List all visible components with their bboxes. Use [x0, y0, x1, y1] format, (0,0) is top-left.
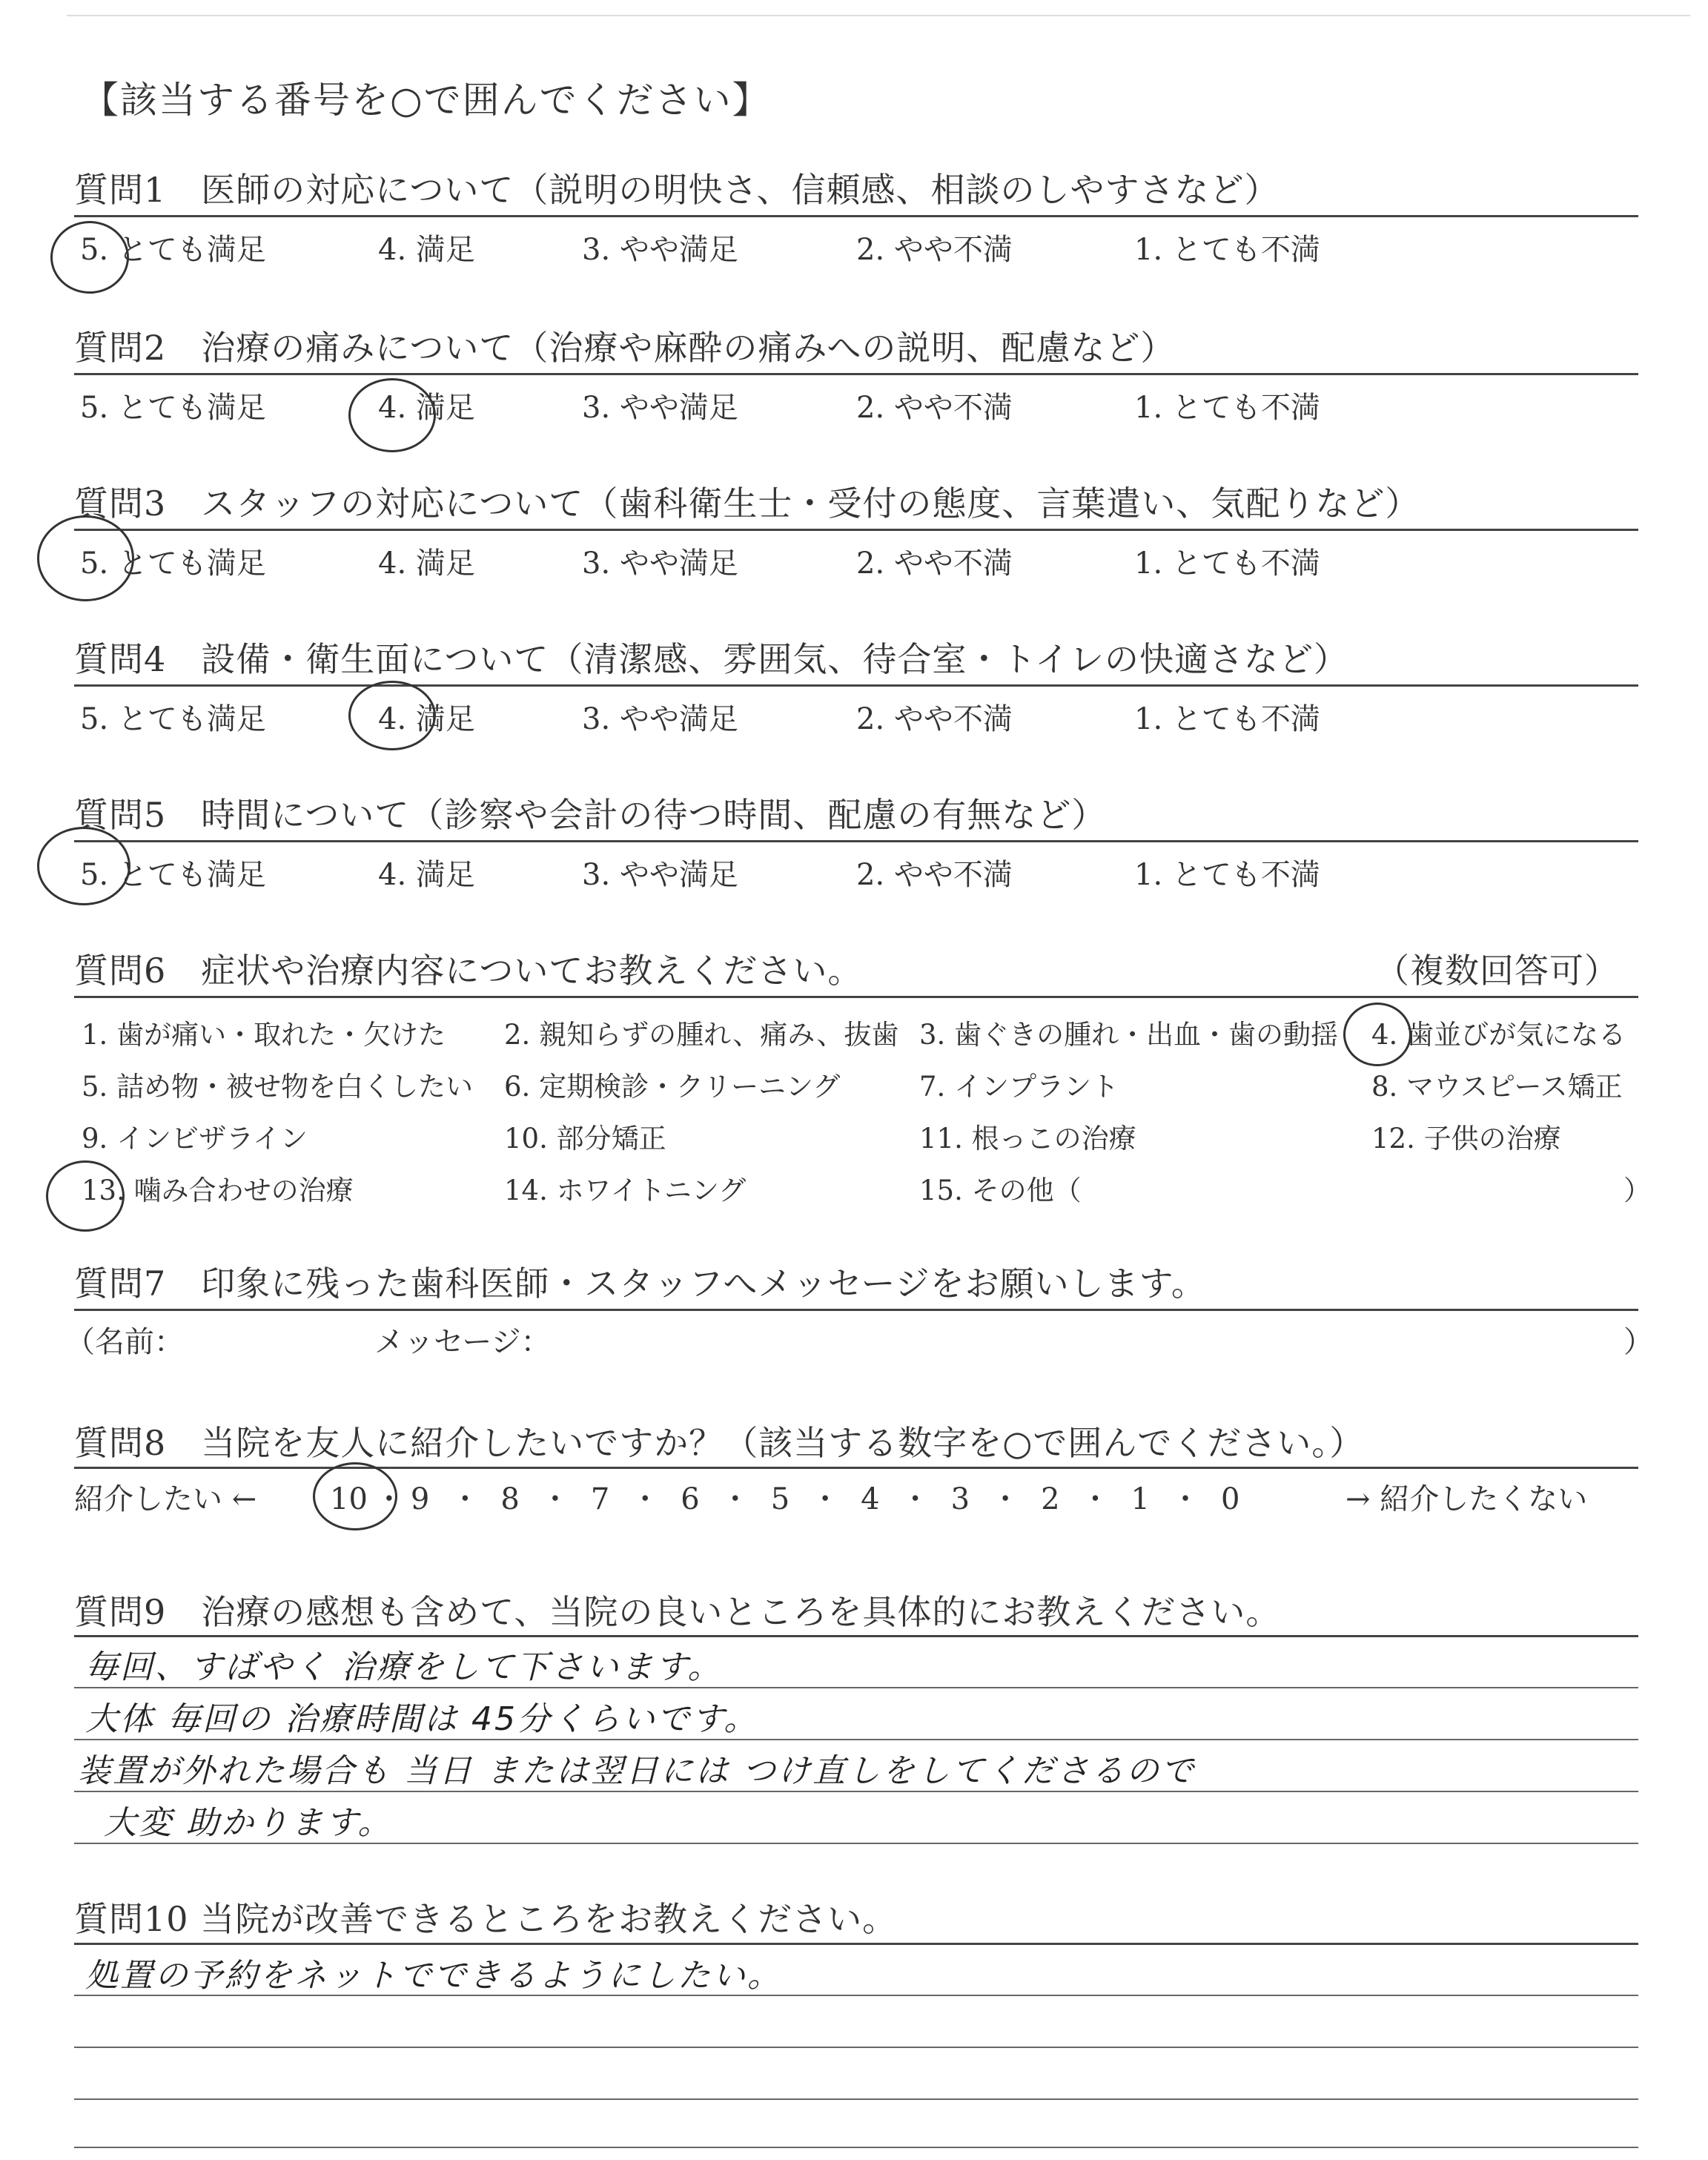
q8-score-7[interactable]: 7: [590, 1482, 610, 1516]
q2-option-4[interactable]: 4. 満足: [378, 391, 475, 425]
q5-option-2[interactable]: 2. やや不満: [856, 858, 1013, 892]
q7-close: ）: [1623, 1325, 1653, 1359]
q3-option-2[interactable]: 2. やや不満: [856, 546, 1013, 581]
divider: [74, 684, 1638, 687]
question-1: 質問1 医師の対応について（説明の明快さ、信頼感、相談のしやすさなど）: [74, 170, 1280, 210]
q5-option-1[interactable]: 1. とても不満: [1134, 858, 1320, 892]
page-top-edge: [67, 15, 1690, 16]
q7-name-label: （名前：: [65, 1325, 184, 1359]
q6-item-6[interactable]: 6. 定期検診・クリーニング: [504, 1071, 841, 1103]
q8-right-label: → 紹介したくない: [1345, 1482, 1588, 1516]
q6-item-15-close: ）: [1623, 1175, 1651, 1206]
q4-option-1[interactable]: 1. とても不満: [1134, 702, 1320, 736]
q6-item-8[interactable]: 8. マウスピース矯正: [1371, 1071, 1623, 1103]
selection-circle-q8: [313, 1462, 397, 1530]
question-7: 質問7 印象に残った歯科医師・スタッフへメッセージをお願いします。: [74, 1264, 1206, 1304]
q8-score-3[interactable]: 3: [950, 1482, 970, 1516]
q6-item-12[interactable]: 12. 子供の治療: [1371, 1123, 1561, 1155]
q8-score-0[interactable]: 0: [1220, 1482, 1240, 1516]
question-4: 質問4 設備・衛生面について（清潔感、雰囲気、待合室・トイレの快適さなど）: [74, 639, 1349, 679]
q6-item-13[interactable]: 13. 噛み合わせの治療: [82, 1175, 354, 1206]
divider: [74, 840, 1638, 842]
q8-left-label: 紹介したい ←: [74, 1482, 257, 1516]
q8-score-8[interactable]: 8: [500, 1482, 520, 1516]
question-5: 質問5 時間について（診察や会計の待つ時間、配慮の有無など）: [74, 795, 1107, 835]
divider: [74, 1943, 1638, 1945]
q6-item-9[interactable]: 9. インビザライン: [82, 1123, 308, 1155]
selection-circle-q6-13: [46, 1160, 125, 1232]
q5-option-5[interactable]: 5. とても満足: [80, 858, 266, 892]
q6-item-11[interactable]: 11. 根っこの治療: [919, 1123, 1136, 1155]
q9-answer-line-1: 毎回、すばやく 治療をして下さいます。: [85, 1648, 723, 1686]
question-2: 質問2 治療の痛みについて（治療や麻酔の痛みへの説明、配慮など）: [74, 328, 1176, 368]
q3-option-1[interactable]: 1. とても不満: [1134, 546, 1320, 581]
q9-answer-line-4: 大変 助かります。: [104, 1804, 393, 1842]
question-9: 質問9 治療の感想も含めて、当院の良いところを具体的にお教えください。: [74, 1592, 1281, 1632]
question-8: 質問8 当院を友人に紹介したいですか？（該当する数字を○で囲んでください。）: [74, 1423, 1365, 1463]
q2-option-2[interactable]: 2. やや不満: [856, 391, 1013, 425]
q4-option-2[interactable]: 2. やや不満: [856, 702, 1013, 736]
selection-circle-q3: [37, 515, 134, 601]
answer-line: [74, 2147, 1638, 2148]
divider: [74, 215, 1638, 217]
q6-item-3[interactable]: 3. 歯ぐきの腫れ・出血・歯の動揺: [919, 1019, 1339, 1051]
q10-answer: 処置の予約をネットでできるようにしたい。: [85, 1957, 782, 1995]
q8-score-2[interactable]: 2: [1041, 1482, 1060, 1516]
divider: [74, 373, 1638, 375]
q2-option-5[interactable]: 5. とても満足: [80, 391, 266, 425]
q6-item-14[interactable]: 14. ホワイトニング: [504, 1175, 747, 1206]
q9-answer-line-3: 装置が外れた場合も 当日 または翌日には つけ直しをしてくださるので: [78, 1752, 1196, 1790]
divider: [74, 529, 1638, 531]
q4-option-4[interactable]: 4. 満足: [378, 702, 475, 736]
q6-item-10[interactable]: 10. 部分矯正: [504, 1123, 666, 1155]
answer-line: [74, 2047, 1638, 2048]
q1-option-1[interactable]: 1. とても不満: [1134, 233, 1320, 267]
selection-circle-q6-4: [1343, 1003, 1411, 1066]
q4-option-5[interactable]: 5. とても満足: [80, 702, 266, 736]
q6-item-7[interactable]: 7. インプラント: [919, 1071, 1119, 1103]
question-3: 質問3 スタッフの対応について（歯科衛生士・受付の態度、言葉遣い、気配りなど）: [74, 483, 1420, 524]
question-10: 質問10 当院が改善できるところをお教えください。: [74, 1899, 898, 1939]
q1-option-5[interactable]: 5. とても満足: [80, 233, 266, 267]
answer-line: [74, 2098, 1638, 2100]
q6-item-2[interactable]: 2. 親知らずの腫れ、痛み、抜歯: [504, 1019, 899, 1051]
q8-score-5[interactable]: 5: [770, 1482, 790, 1516]
question-6: 質問6 症状や治療内容についてお教えください。: [74, 951, 863, 991]
q8-scale: 10 ・ 9 ・ 8 ・ 7 ・ 6 ・ 5 ・ 4 ・ 3 ・ 2 ・ 1 ・ 0: [330, 1482, 1240, 1516]
q2-option-3[interactable]: 3. やや満足: [582, 391, 738, 425]
instruction-title: 【該当する番号を○で囲んでください】: [82, 79, 771, 122]
q7-message-label: メッセージ：: [374, 1325, 551, 1359]
q6-item-5[interactable]: 5. 詰め物・被せ物を白くしたい: [82, 1071, 474, 1103]
selection-circle-q4: [348, 681, 436, 750]
q9-answer-line-2: 大体 毎回の 治療時間は 45分くらいです。: [85, 1700, 759, 1738]
q6-item-4[interactable]: 4. 歯並びが気になる: [1371, 1019, 1626, 1051]
q8-score-4[interactable]: 4: [861, 1482, 880, 1516]
q6-item-1[interactable]: 1. 歯が痛い・取れた・欠けた: [82, 1019, 446, 1051]
selection-circle-q1: [50, 221, 129, 294]
selection-circle-q5: [37, 827, 130, 905]
divider: [74, 1635, 1638, 1637]
q1-option-4[interactable]: 4. 満足: [378, 233, 475, 267]
q3-option-5[interactable]: 5. とても満足: [80, 546, 266, 581]
q2-option-1[interactable]: 1. とても不満: [1134, 391, 1320, 425]
divider: [74, 1309, 1638, 1311]
divider: [74, 996, 1638, 998]
multiple-answers-note: （複数回答可）: [1375, 951, 1619, 991]
selection-circle-q2: [348, 378, 436, 452]
q8-score-6[interactable]: 6: [681, 1482, 700, 1516]
q8-score-9[interactable]: 9: [410, 1482, 430, 1516]
divider: [74, 1467, 1638, 1469]
q8-score-1[interactable]: 1: [1131, 1482, 1150, 1516]
q1-option-3[interactable]: 3. やや満足: [582, 233, 738, 267]
q6-item-15[interactable]: 15. その他（: [919, 1175, 1082, 1206]
q8-score-10[interactable]: 10: [330, 1482, 368, 1516]
q3-option-4[interactable]: 4. 満足: [378, 546, 475, 581]
q3-option-3[interactable]: 3. やや満足: [582, 546, 738, 581]
q1-option-2[interactable]: 2. やや不満: [856, 233, 1013, 267]
q4-option-3[interactable]: 3. やや満足: [582, 702, 738, 736]
q5-option-4[interactable]: 4. 満足: [378, 858, 475, 892]
q5-option-3[interactable]: 3. やや満足: [582, 858, 738, 892]
